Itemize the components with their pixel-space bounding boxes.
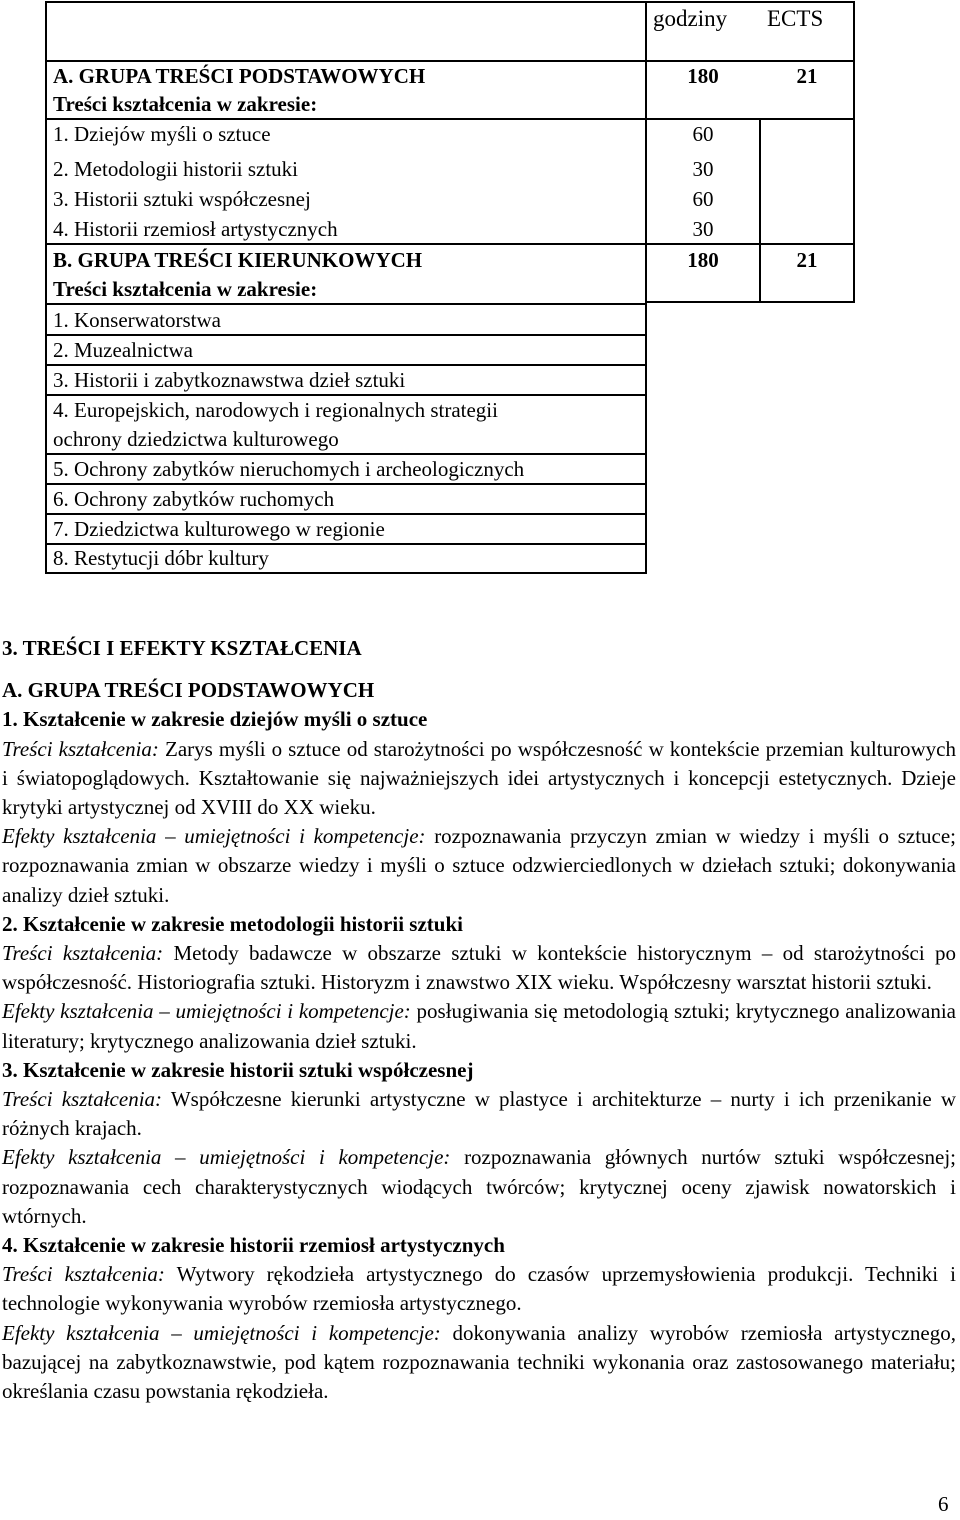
page-number: 6 [938, 1492, 949, 1516]
content-label: Treści kształcenia: [2, 1087, 163, 1112]
effects-label: Efekty kształcenia – umiejętności i kompetencje: [2, 1320, 441, 1345]
row-hours: 30 [692, 157, 714, 181]
table-row: 4. Europejskich, narodowych i regionalnych strategii [53, 398, 498, 422]
table-row: 4. Historii rzemiosł artystycznych [53, 217, 338, 241]
table-row: 2. Metodologii historii sztuki [53, 157, 298, 181]
table-border [45, 118, 855, 120]
content-paragraph [2, 1085, 956, 1143]
subsection-heading: 4. Kształcenie w zakresie historii rzemiosł artystycznych [2, 1233, 505, 1258]
row-hours: 30 [692, 217, 714, 241]
table-border [45, 572, 647, 574]
program-table [0, 0, 960, 580]
table-row: 6. Ochrony zabytków ruchomych [53, 487, 335, 511]
table-row-continuation: ochrony dziedzictwa kulturowego [53, 427, 339, 451]
table-row: 7. Dziedzictwa kulturowego w regionie [53, 517, 385, 541]
group-title: A. GRUPA TREŚCI PODSTAWOWYCH [2, 678, 375, 703]
effects-paragraph [2, 1143, 956, 1231]
ects-column-header: ECTS [767, 6, 824, 31]
table-border [45, 394, 645, 396]
content-label: Treści kształcenia: [2, 736, 159, 761]
effects-paragraph [2, 997, 956, 1055]
table-row: 2. Muzealnictwa [53, 338, 193, 362]
group-a-hours: 180 [687, 64, 719, 88]
group-a-title: A. GRUPA TREŚCI PODSTAWOWYCH [53, 64, 426, 88]
table-border [45, 364, 645, 366]
table-border [645, 301, 855, 303]
group-a-subtitle: Treści kształcenia w zakresie: [53, 92, 318, 116]
table-row: 1. Konserwatorstwa [53, 308, 221, 332]
effects-text: dokonywania analizy wyrobów rzemiosła artystycznego, bazującej na zabytkoznawstwie, pod kątem rozpoznawania techniki wykonania oraz zastosowanego materiału; określania czasu powstania rękodzieła. [2, 1320, 956, 1404]
table-border [45, 1, 855, 3]
row-hours: 60 [692, 187, 714, 211]
effects-text: rozpoznawania głównych nurtów sztuki współczesnej; rozpoznawania cech charakterystycznych wiodących twórców; krytycznej oceny zjawisk nowatorskich i wtórnych. [2, 1145, 957, 1228]
row-hours: 60 [692, 122, 714, 146]
table-border [853, 1, 855, 303]
effects-text: rozpoznawania przyczyn zmian w wiedzy i myśli o sztuce; rozpoznawania zmian w obszarze wiedzy i myśli o sztuce odzwierciedlonych w dziełach sztuki; dokonywania analizy dzieł sztuki. [2, 824, 957, 907]
content-label: Treści kształcenia: [2, 941, 164, 966]
table-border [45, 453, 645, 455]
effects-label: Efekty kształcenia – umiejętności i kompetencje: [2, 1145, 451, 1170]
table-border [45, 243, 855, 245]
group-b-subtitle: Treści kształcenia w zakresie: [53, 277, 318, 301]
group-b-ects: 21 [796, 248, 818, 272]
table-row: 3. Historii i zabytkoznawstwa dzieł sztuki [53, 368, 406, 392]
table-border [45, 483, 645, 485]
table-border [45, 1, 47, 574]
table-border [45, 334, 645, 336]
group-b-title: B. GRUPA TREŚCI KIERUNKOWYCH [53, 248, 423, 272]
table-row: 8. Restytucji dóbr kultury [53, 546, 269, 570]
effects-label: Efekty kształcenia – umiejętności i kompetencje: [2, 824, 426, 849]
content-text: Metody badawcze w obszarze sztuki w kontekście historycznym – od starożytności po współczesność. Historiografia sztuki. Historyzm i znawstwo XIX wieku. Współczesny warsztat historii sztuki. [2, 941, 956, 995]
table-border [759, 118, 761, 303]
table-border [45, 303, 645, 305]
content-text: Wytwory rękodzieła artystycznego do czasów uprzemysłowienia produkcji. Techniki i technologie wykonywania wyrobów rzemiosła artystycznego. [2, 1262, 957, 1316]
table-border [645, 1, 647, 574]
content-paragraph [2, 1260, 956, 1318]
table-border [45, 60, 855, 62]
table-row: 5. Ochrony zabytków nieruchomych i archeologicznych [53, 457, 525, 481]
section-title: 3. TREŚCI I EFEKTY KSZTAŁCENIA [2, 636, 362, 660]
effects-label: Efekty kształcenia – umiejętności i kompetencje: [2, 999, 411, 1024]
table-row: 1. Dziejów myśli o sztuce [53, 122, 271, 146]
effects-text: posługiwania się metodologią sztuki; krytycznego analizowania literatury; krytycznego analizowania dzieł sztuki. [2, 999, 956, 1053]
hours-column-header: godziny [653, 6, 728, 31]
content-label: Treści kształcenia: [2, 1262, 165, 1287]
content-paragraph [2, 735, 956, 823]
effects-paragraph [2, 822, 956, 910]
subsection-heading: 2. Kształcenie w zakresie metodologii historii sztuki [2, 911, 463, 936]
table-row: 3. Historii sztuki współczesnej [53, 187, 311, 211]
subsection-heading: 3. Kształcenie w zakresie historii sztuki współczesnej [2, 1057, 474, 1082]
content-text: Zarys myśli o sztuce od starożytności po współczesność w kontekście przemian kulturowych i światopoglądowych. Kształtowanie się najważniejszych idei artystycznych i koncepcji estetycznych. Dzieje krytyki artystycznej od XVIII do XX wieku. [2, 736, 956, 820]
content-text: Współczesne kierunki artystyczne w plastyce i architekturze – nurty i ich przenikanie w różnych krajach. [2, 1087, 956, 1141]
subsection-heading: 1. Kształcenie w zakresie dziejów myśli o sztuce [2, 707, 428, 732]
group-b-hours: 180 [687, 248, 719, 272]
effects-paragraph [2, 1319, 956, 1407]
group-a-ects: 21 [796, 64, 818, 88]
section-content [2, 634, 956, 1406]
content-paragraph [2, 939, 956, 997]
table-border [45, 513, 645, 515]
table-border [45, 543, 645, 545]
